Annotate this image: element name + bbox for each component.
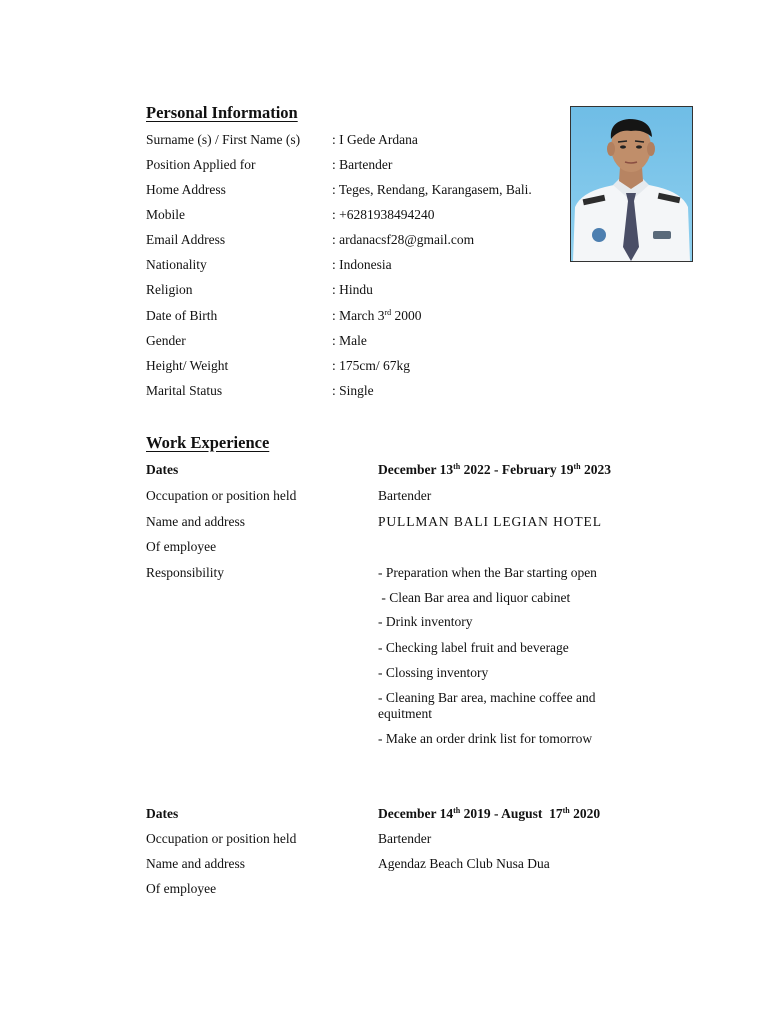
personal-info-heading: Personal Information [146,103,298,122]
responsibility-item: - Make an order drink list for tomorrow [378,731,593,746]
responsibility-item: - Clean Bar area and liquor cabinet [378,590,571,605]
responsibility-label: Responsibility [146,565,225,580]
occupation-value: Bartender [378,488,432,503]
field-value: : Single [332,383,374,398]
field-label: Height/ Weight [146,358,229,373]
field-value: : Male [332,333,367,348]
work-experience-heading: Work Experience [146,433,270,452]
field-value: : I Gede Ardana [332,132,418,147]
field-label: Home Address [146,182,226,197]
responsibility-item: - Drink inventory [378,614,473,629]
employer-label: Name and address [146,856,245,871]
field-value: : Hindu [332,282,373,297]
field-value: : 175cm/ 67kg [332,358,410,373]
field-label: Mobile [146,207,185,222]
employer-value: PULLMAN BALI LEGIAN HOTEL [378,514,602,529]
dates-value: December 13th 2022 - February 19th 2023 [378,462,611,477]
occupation-label: Occupation or position held [146,831,297,846]
occupation-value: Bartender [378,831,432,846]
field-label: Marital Status [146,383,223,398]
field-label: Date of Birth [146,308,218,323]
occupation-label: Occupation or position held [146,488,297,503]
responsibility-item: - Clossing inventory [378,665,489,680]
employer-value: Agendaz Beach Club Nusa Dua [378,856,550,871]
dates-label: Dates [146,462,179,477]
field-value: : +6281938494240 [332,207,435,222]
person-photo [570,106,693,262]
responsibility-item: - Checking label fruit and beverage [378,640,569,655]
field-value: : Bartender [332,157,393,172]
employer-label-cont: Of employee [146,881,217,896]
responsibility-item: - Cleaning Bar area, machine coffee and equitment [378,690,596,721]
dates-label: Dates [146,806,179,821]
field-label: Religion [146,282,193,297]
field-label: Gender [146,333,186,348]
field-label: Position Applied for [146,157,256,172]
field-label: Nationality [146,257,207,272]
field-value: : March 3rd 2000 [332,308,422,323]
field-value: : Indonesia [332,257,392,272]
field-label: Surname (s) / First Name (s) [146,132,301,147]
responsibility-item: - Preparation when the Bar starting open [378,565,597,580]
employer-label-cont: Of employee [146,539,217,554]
dates-value: December 14th 2019 - August 17th 2020 [378,806,601,821]
employer-label: Name and address [146,514,245,529]
field-value: : ardanacsf28@gmail.com [332,232,475,247]
field-label: Email Address [146,232,226,247]
field-value: : Teges, Rendang, Karangasem, Bali. [332,182,532,197]
